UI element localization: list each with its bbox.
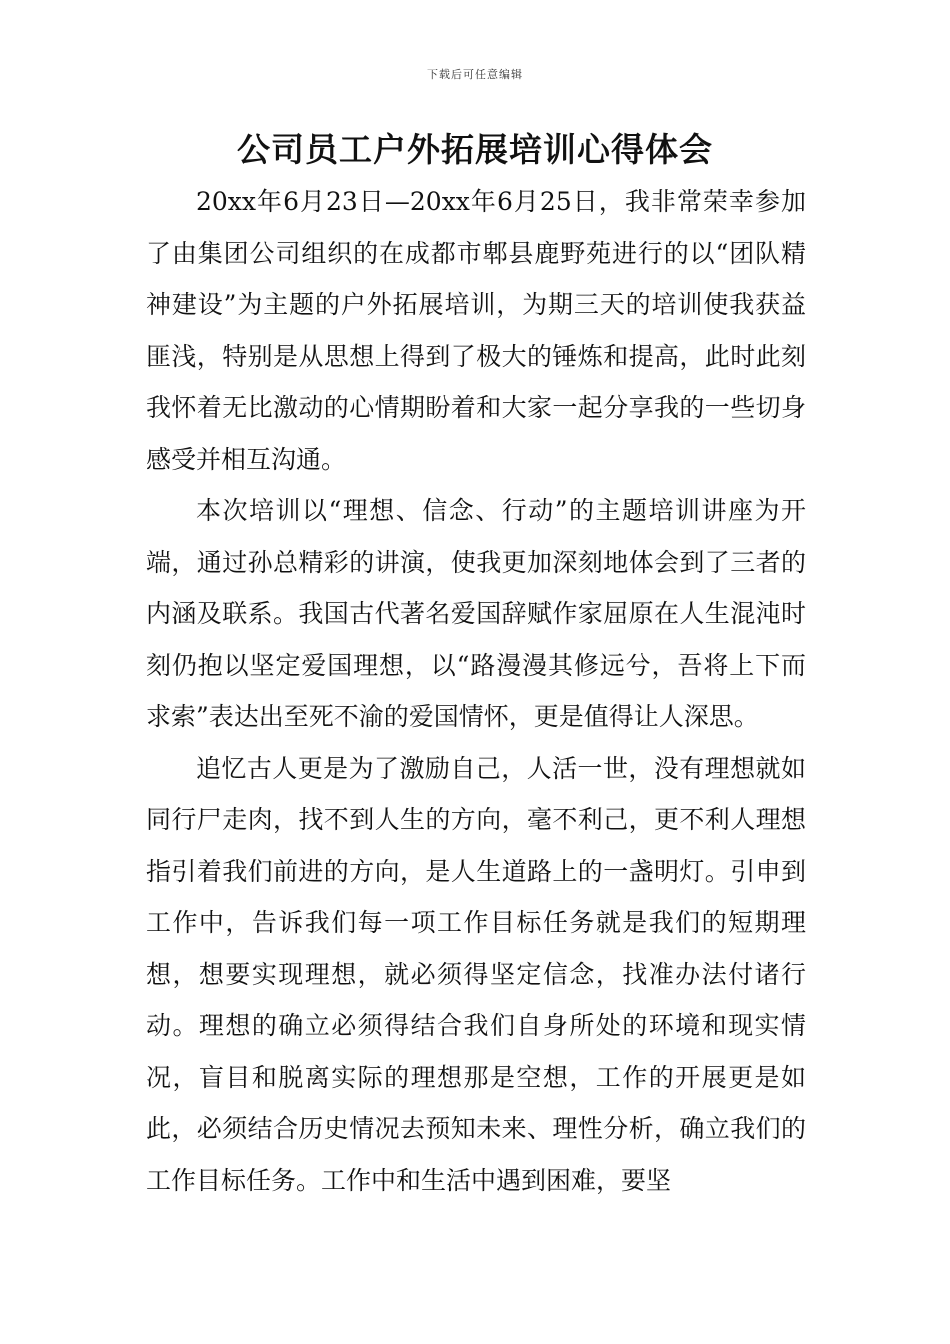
document-title: 公司员工户外拓展培训心得体会 (237, 130, 713, 169)
paragraph-3: 追忆古人更是为了激励自己，人活一世，没有理想就如同行尸走肉，找不到人生的方向，毫不利己，更不利人理想指引着我们前进的方向，是人生道路上的一盏明灯。引申到工作中，告诉我们每一项工作目标任务就是我们的短期理想，想要实现理想，就必须得坚定信念，找准办法付诸行动。理想的确立必须得结合我们自身所处的环境和现实情况，盲目和脱离实际的理想那是空想，工作的开展更是如此，必须结合历史情况去预知未来、理性分析，确立我们的工作目标任务。工作中和生活中遇到困难，要坚 (146, 753, 806, 1195)
paragraph-2: 本次培训以“理想、信念、行动”的主题培训讲座为开端，通过孙总精彩的讲演，使我更加深刻地体会到了三者的内涵及联系。我国古代著名爱国辞赋作家屈原在人生混沌时刻仍抱以坚定爱国理想，以“路漫漫其修远兮，吾将上下而求索”表达出至死不渝的爱国情怀，更是值得让人深思。 (146, 496, 806, 731)
paragraph-1: 20xx年6月23日—20xx年6月25日，我非常荣幸参加了由集团公司组织的在成都市郫县鹿野苑进行的以“团队精神建设”为主题的户外拓展培训，为期三天的培训使我获益匪浅，特别是从思想上得到了极大的锤炼和提高，此时此刻我怀着无比激动的心情期盼着和大家一起分享我的一些切身感受并相互沟通。 (146, 187, 806, 474)
document-body (146, 176, 806, 1206)
header-note: 下载后可任意编辑 (427, 68, 523, 81)
